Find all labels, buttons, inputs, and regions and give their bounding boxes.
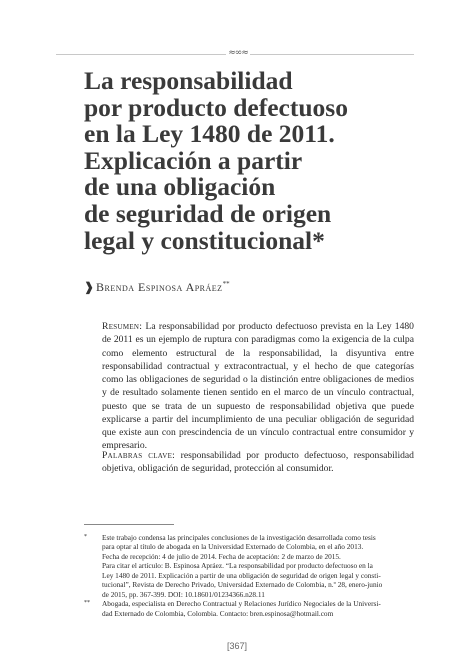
footnote-line: tucional”, Revista de Derecho Privado, Universidad Externado de Colombia, n.º 28, enero-junio (102, 580, 383, 590)
footnote-line: Este trabajo condensa las principales conclusiones de la investigación desarrollada como tesis (102, 533, 376, 542)
footnote-line: Para citar el artículo: B. Espinosa Apráez. “La responsabilidad por producto defectuoso en la (102, 561, 373, 571)
footnote-line: para optar al título de abogada en la Universidad Externado de Colombia, en el año 2013. (102, 542, 364, 552)
page-number: [367] (226, 641, 248, 651)
keywords-text: responsabilidad por producto defectuoso, responsabilidad objetiva, obligación de seguridad, protección al consumidor. (102, 450, 414, 475)
footnote-line: dad Externado de Colombia, Colombia. Contacto: bren.espinosa@hotmail.com (102, 608, 334, 618)
footnote-rule (84, 524, 174, 525)
author-line (84, 280, 230, 295)
title-line: de seguridad de origen (84, 198, 332, 228)
title-line: legal y constitucional* (84, 225, 325, 255)
title-line: La responsabilidad (84, 66, 293, 95)
title-line: de una obligación (84, 172, 276, 202)
abstract-text: La responsabilidad por producto defectuoso prevista en la Ley 1480 de 2011 es un ejemplo de ruptura con paradigmas como la exigencia de la culpa como elemento estructural de la responsabilidad, la disyuntiva entre responsabilidad contractual y extracontractual, y el hecho de que categorías como las obligaciones de seguridad o la distinción entre obligaciones de medios y de resultado solamente tienen sentido en el marco de un vínculo contractual, puesto que se trata de un supuesto de responsabilidad objetiva que puede explicarse a partir del incumplimiento de una peculiar obligación de seguridad que existe aun con prescindencia de un vínculo contractual entre consumidor y empresario. (102, 321, 414, 452)
title-line: Explicación a partir (84, 145, 303, 175)
footnote-line: de 2015, pp. 367-399. DOI: 10.18601/01234366.n28.11 (102, 589, 265, 599)
title-line: por producto defectuoso (84, 92, 348, 122)
author-footnote-mark: ** (222, 280, 230, 288)
author-marker-icon: ❱ (84, 280, 95, 294)
footnote (84, 599, 414, 618)
keywords (102, 449, 414, 476)
footnote-mark: ** (84, 600, 90, 607)
footnotes (84, 533, 414, 618)
abstract-label: Resumen: (102, 321, 143, 332)
footnote-mark: * (84, 534, 87, 540)
footnote-line: Ley 1480 de 2011. Explicación a partir de una obligación de seguridad de origen legal y consti- (102, 570, 381, 580)
title-line: en la Ley 1480 de 2011. (84, 119, 335, 149)
keywords-label: Palabras clave: (102, 450, 176, 461)
author-name: Brenda Espinosa Apráez (96, 280, 223, 294)
footnote-line: Abogada, especialista en Derecho Contractual y Relaciones Jurídico Negociales de la Universi- (102, 599, 381, 609)
footnote-line: Fecha de recepción: 4 de julio de 2014. Fecha de aceptación: 2 de marzo de 2015. (102, 551, 341, 561)
abstract (102, 320, 414, 453)
footnote (84, 533, 414, 599)
ornament: ≈∞≈ (226, 47, 250, 59)
article-title (84, 68, 444, 254)
